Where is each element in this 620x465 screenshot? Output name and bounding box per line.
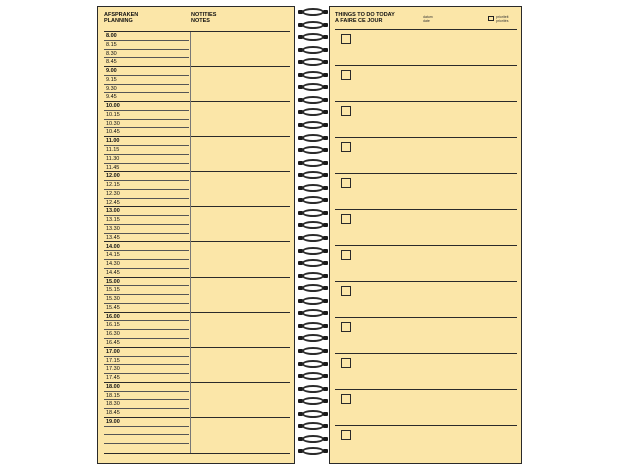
- punch-hole: [323, 324, 328, 328]
- spiral-coil: [298, 422, 328, 431]
- punch-hole: [323, 286, 328, 290]
- punch-hole: [323, 23, 328, 27]
- coil-ring: [302, 159, 324, 167]
- spiral-coil: [298, 21, 328, 30]
- spiral-coil: [298, 435, 328, 444]
- heading-planning: PLANNING: [104, 18, 133, 24]
- spiral-coil: [298, 334, 328, 343]
- spiral-binding: [298, 8, 328, 462]
- coil-ring: [302, 372, 324, 380]
- coil-ring: [302, 322, 324, 330]
- spiral-coil: [298, 360, 328, 369]
- todo-checkbox[interactable]: [341, 250, 351, 260]
- spiral-coil: [298, 410, 328, 419]
- todo-row[interactable]: [335, 282, 517, 318]
- punch-hole: [323, 73, 328, 77]
- quarter-label: 13.45: [106, 234, 120, 241]
- hour-block: [104, 418, 290, 453]
- coil-ring: [302, 8, 324, 16]
- planning-page: [97, 6, 295, 464]
- spiral-coil: [298, 134, 328, 143]
- spiral-coil: [298, 259, 328, 268]
- spiral-coil: [298, 247, 328, 256]
- hour-label: 12.00: [106, 173, 120, 180]
- spiral-coil: [298, 221, 328, 230]
- priority-label-nl: prioriteit: [496, 15, 509, 19]
- hour-block: [104, 67, 290, 102]
- coil-ring: [302, 259, 324, 267]
- punch-hole: [323, 35, 328, 39]
- coil-ring: [302, 272, 324, 280]
- spiral-coil: [298, 347, 328, 356]
- quarter-label: 18.45: [106, 410, 120, 417]
- todo-list: [335, 29, 517, 462]
- punch-hole: [323, 274, 328, 278]
- planning-heading: [104, 12, 138, 24]
- punch-hole: [323, 399, 328, 403]
- todo-page: [329, 6, 522, 464]
- punch-hole: [323, 148, 328, 152]
- heading-notities: NOTITIES: [191, 12, 217, 18]
- quarter-label: 11.15: [106, 147, 120, 154]
- column-divider: [190, 32, 191, 453]
- coil-ring: [302, 96, 324, 104]
- coil-ring: [302, 83, 324, 91]
- quarter-label: 12.30: [106, 190, 120, 197]
- todo-checkbox[interactable]: [341, 430, 351, 440]
- spiral-coil: [298, 58, 328, 67]
- spiral-coil: [298, 184, 328, 193]
- heading-a-faire: A FAIRE CE JOUR: [335, 18, 383, 24]
- todo-row[interactable]: [335, 210, 517, 246]
- coil-ring: [302, 410, 324, 418]
- hour-label: 18.00: [106, 383, 120, 390]
- quarter-label: 14.30: [106, 261, 120, 268]
- quarter-label: [104, 444, 191, 453]
- spiral-coil: [298, 297, 328, 306]
- quarter-label: 9.30: [106, 85, 117, 92]
- spiral-coil: [298, 322, 328, 331]
- spiral-coil: [298, 397, 328, 406]
- spiral-coil: [298, 209, 328, 218]
- hour-label: 11.00: [106, 138, 120, 145]
- spiral-coil: [298, 272, 328, 281]
- coil-ring: [302, 309, 324, 317]
- coil-ring: [302, 209, 324, 217]
- punch-hole: [323, 449, 328, 453]
- coil-ring: [302, 146, 324, 154]
- quarter-label: 8.45: [106, 59, 117, 66]
- hour-block: [104, 383, 290, 418]
- priority-label: [496, 15, 508, 23]
- punch-hole: [323, 186, 328, 190]
- quarter-label: 18.30: [106, 401, 120, 408]
- coil-ring: [302, 33, 324, 41]
- coil-ring: [302, 385, 324, 393]
- punch-hole: [323, 110, 328, 114]
- spiral-coil: [298, 196, 328, 205]
- priority-box[interactable]: [488, 16, 494, 21]
- coil-ring: [302, 347, 324, 355]
- coil-ring: [302, 184, 324, 192]
- punch-hole: [323, 249, 328, 253]
- punch-hole: [323, 123, 328, 127]
- todo-checkbox[interactable]: [341, 322, 351, 332]
- quarter-label: 16.15: [106, 322, 120, 329]
- coil-ring: [302, 297, 324, 305]
- time-grid: [104, 31, 290, 454]
- quarter-label: 14.45: [106, 269, 120, 276]
- todo-row[interactable]: [335, 246, 517, 282]
- coil-ring: [302, 58, 324, 66]
- punch-hole: [323, 48, 328, 52]
- spiral-coil: [298, 96, 328, 105]
- date-label-nl: datum: [423, 15, 433, 19]
- hour-block: [104, 278, 290, 313]
- heading-afspraken: AFSPRAKEN: [104, 12, 139, 18]
- punch-hole: [323, 198, 328, 202]
- hour-label: 13.00: [106, 208, 120, 215]
- todo-heading: [335, 12, 395, 24]
- hour-block: [104, 102, 290, 137]
- quarter-label: 10.45: [106, 129, 120, 136]
- punch-hole: [323, 98, 328, 102]
- coil-ring: [302, 247, 324, 255]
- punch-hole: [323, 236, 328, 240]
- punch-hole: [323, 223, 328, 227]
- coil-ring: [302, 121, 324, 129]
- hour-block: [104, 207, 290, 242]
- quarter-label: 18.15: [106, 392, 120, 399]
- spiral-coil: [298, 284, 328, 293]
- todo-row[interactable]: [335, 354, 517, 390]
- quarter-label: 10.30: [106, 120, 120, 127]
- todo-row[interactable]: [335, 30, 517, 66]
- punch-hole: [323, 336, 328, 340]
- todo-checkbox[interactable]: [341, 70, 351, 80]
- heading-notes: NOTES: [191, 18, 210, 24]
- coil-ring: [302, 284, 324, 292]
- quarter-label: 17.15: [106, 357, 120, 364]
- spiral-coil: [298, 171, 328, 180]
- quarter-label: 11.45: [106, 164, 120, 171]
- spiral-coil: [298, 159, 328, 168]
- punch-hole: [323, 412, 328, 416]
- quarter-label: 16.30: [106, 331, 120, 338]
- spiral-coil: [298, 309, 328, 318]
- coil-ring: [302, 435, 324, 443]
- todo-row[interactable]: [335, 102, 517, 138]
- coil-ring: [302, 360, 324, 368]
- coil-ring: [302, 221, 324, 229]
- coil-ring: [302, 334, 324, 342]
- todo-checkbox[interactable]: [341, 286, 351, 296]
- quarter-label: 16.45: [106, 339, 120, 346]
- quarter-label: 13.30: [106, 225, 120, 232]
- todo-row[interactable]: [335, 390, 517, 426]
- spiral-coil: [298, 33, 328, 42]
- hour-label: 19.00: [106, 418, 120, 425]
- punch-hole: [323, 161, 328, 165]
- quarter-label: 15.15: [106, 287, 120, 294]
- punch-hole: [323, 362, 328, 366]
- quarter-label: 8.30: [106, 50, 117, 57]
- quarter-label: 12.45: [106, 199, 120, 206]
- spiral-coil: [298, 83, 328, 92]
- date-label: [423, 15, 433, 23]
- punch-hole: [323, 10, 328, 14]
- punch-hole: [323, 299, 328, 303]
- hour-block: [104, 348, 290, 383]
- quarter-label: 13.15: [106, 217, 120, 224]
- punch-hole: [323, 173, 328, 177]
- todo-checkbox[interactable]: [341, 34, 351, 44]
- hour-label: 14.00: [106, 243, 120, 250]
- punch-hole: [323, 136, 328, 140]
- spiral-coil: [298, 372, 328, 381]
- punch-hole: [323, 311, 328, 315]
- heading-things-to-do: THINGS TO DO TODAY: [335, 12, 395, 18]
- priority-label-fr: priorités: [496, 19, 509, 23]
- spiral-coil: [298, 8, 328, 17]
- spiral-coil: [298, 46, 328, 55]
- coil-ring: [302, 46, 324, 54]
- quarter-label: 17.30: [106, 366, 120, 373]
- hour-label: 15.00: [106, 278, 120, 285]
- coil-ring: [302, 234, 324, 242]
- todo-row[interactable]: [335, 174, 517, 210]
- punch-hole: [323, 349, 328, 353]
- coil-ring: [302, 108, 324, 116]
- spiral-coil: [298, 71, 328, 80]
- coil-ring: [302, 397, 324, 405]
- hour-block: [104, 32, 290, 67]
- spiral-coil: [298, 447, 328, 456]
- coil-ring: [302, 196, 324, 204]
- notes-heading: [191, 12, 216, 24]
- todo-checkbox[interactable]: [341, 394, 351, 404]
- punch-hole: [323, 437, 328, 441]
- date-label-fr: date: [423, 19, 430, 23]
- hour-block: [104, 137, 290, 172]
- coil-ring: [302, 21, 324, 29]
- punch-hole: [323, 387, 328, 391]
- hour-label: 8.00: [106, 33, 117, 39]
- hour-label: 17.00: [106, 348, 120, 355]
- punch-hole: [323, 424, 328, 428]
- todo-checkbox[interactable]: [341, 142, 351, 152]
- todo-checkbox[interactable]: [341, 214, 351, 224]
- coil-ring: [302, 447, 324, 455]
- hour-label: 9.00: [106, 68, 117, 75]
- quarter-label: 14.15: [106, 252, 120, 259]
- coil-ring: [302, 171, 324, 179]
- todo-row[interactable]: [335, 426, 517, 462]
- spiral-coil: [298, 385, 328, 394]
- quarter-label: 17.45: [106, 375, 120, 382]
- hour-block: [104, 243, 290, 278]
- punch-hole: [323, 374, 328, 378]
- punch-hole: [323, 85, 328, 89]
- spiral-coil: [298, 121, 328, 130]
- quarter-label: 9.45: [106, 94, 117, 101]
- hour-block: [104, 172, 290, 207]
- quarter-label: 11.30: [106, 155, 120, 162]
- hour-label: 16.00: [106, 313, 120, 320]
- todo-checkbox[interactable]: [341, 178, 351, 188]
- todo-row[interactable]: [335, 318, 517, 354]
- todo-row[interactable]: [335, 138, 517, 174]
- punch-hole: [323, 261, 328, 265]
- spiral-coil: [298, 146, 328, 155]
- punch-hole: [323, 60, 328, 64]
- todo-checkbox[interactable]: [341, 106, 351, 116]
- quarter-label: 12.15: [106, 182, 120, 189]
- punch-hole: [323, 211, 328, 215]
- coil-ring: [302, 134, 324, 142]
- todo-checkbox[interactable]: [341, 358, 351, 368]
- spiral-coil: [298, 234, 328, 243]
- coil-ring: [302, 422, 324, 430]
- spiral-coil: [298, 108, 328, 117]
- quarter-label: 9.15: [106, 76, 117, 83]
- quarter-label: 15.45: [106, 304, 120, 311]
- coil-ring: [302, 71, 324, 79]
- quarter-label: 8.15: [106, 41, 117, 48]
- hour-label: 10.00: [106, 103, 120, 110]
- quarter-label: 15.30: [106, 296, 120, 303]
- hour-block: [104, 313, 290, 348]
- quarter-label: 10.15: [106, 111, 120, 118]
- todo-row[interactable]: [335, 66, 517, 102]
